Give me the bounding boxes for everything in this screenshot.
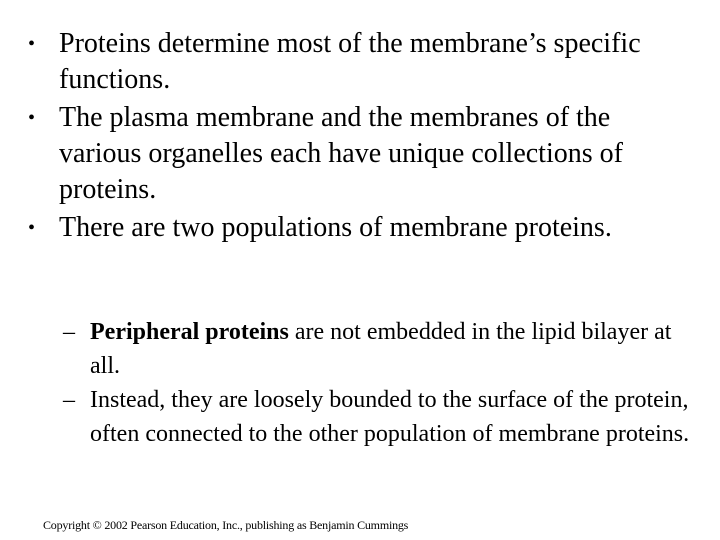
dash-icon: – (63, 319, 75, 345)
bullet-text: Proteins determine most of the membrane’s specific functions. (59, 28, 641, 95)
sub-bullet-item (63, 383, 693, 451)
bullet-item (26, 100, 696, 208)
bullet-dot-icon: • (28, 107, 36, 129)
bullet-item (26, 26, 696, 98)
bullet-dot-icon: • (28, 217, 36, 239)
sub-bullet-list (63, 315, 693, 451)
main-bullet-list (26, 26, 696, 248)
sub-bullet-text: are not embedded in the lipid bilayer at all. (90, 319, 672, 379)
dash-icon: – (63, 387, 75, 413)
sub-bullet-text: Instead, they are loosely bounded to the surface of the protein, often connected to the other population of membrane proteins. (90, 387, 690, 447)
bullet-item (26, 210, 696, 246)
bullet-text: The plasma membrane and the membranes of the various organelles each have unique collections of proteins. (59, 102, 623, 205)
sub-bullet-item (63, 315, 693, 383)
key-term: Peripheral proteins (90, 319, 289, 345)
bullet-text: There are two populations of membrane proteins. (59, 212, 612, 243)
bullet-dot-icon: • (28, 33, 36, 55)
copyright-footer: Copyright © 2002 Pearson Education, Inc., publishing as Benjamin Cummings (43, 518, 409, 532)
